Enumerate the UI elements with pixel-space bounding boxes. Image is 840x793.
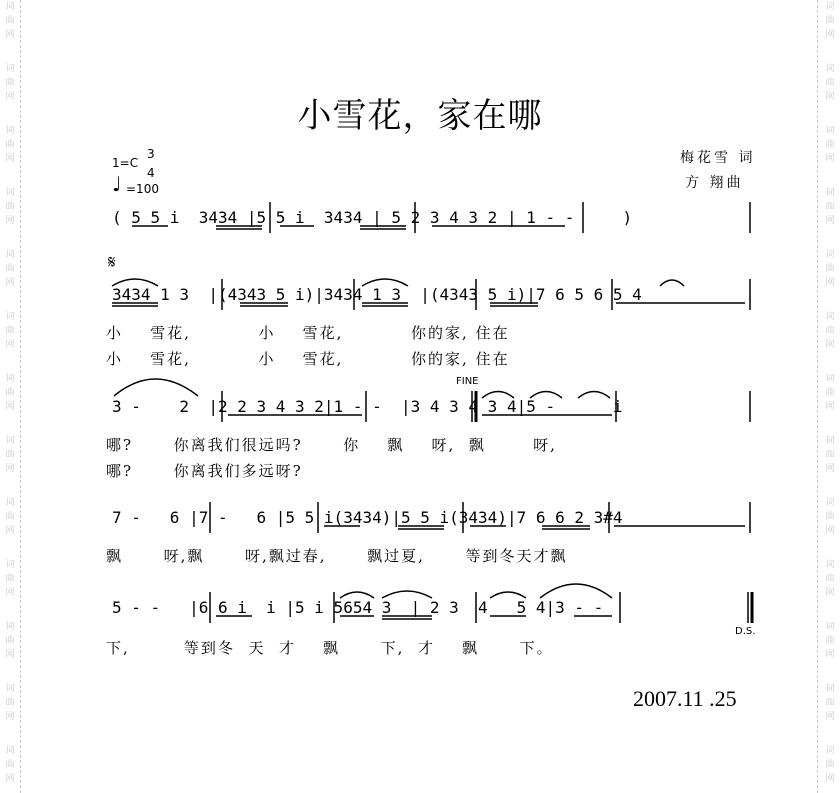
watermark-char: 词 <box>5 560 15 570</box>
composition-date: 2007.11 .25 <box>633 686 737 711</box>
watermark-char: 网 <box>825 588 835 598</box>
watermark-char: 网 <box>5 526 15 536</box>
watermark-char: 曲 <box>5 636 15 646</box>
watermark-char: 网 <box>825 154 835 164</box>
watermark-char: 曲 <box>825 760 835 770</box>
watermark-char: 词 <box>5 498 15 508</box>
watermark-char: 曲 <box>5 16 15 26</box>
watermark-char: 词 <box>5 374 15 384</box>
score-line-3: 3 - 2 |2 2 3 4 3 2|1 - - |3 4 3 4 3 4|5 - i <box>112 397 623 416</box>
watermark-char: 词 <box>5 2 15 12</box>
watermark-char: 网 <box>825 402 835 412</box>
slur <box>578 392 610 399</box>
watermark-char: 网 <box>5 650 15 660</box>
watermark-char: 词 <box>825 374 835 384</box>
watermark-char: 曲 <box>825 450 835 460</box>
watermark-char: 网 <box>825 464 835 474</box>
watermark-char: 词 <box>825 126 835 136</box>
watermark-char: 曲 <box>825 698 835 708</box>
score-line-2: 3434 1 3 |(4343 5 i)|3434 1 3 |(4343 5 i)|7 6 5 6 5 4 <box>112 285 642 304</box>
watermark-char: 词 <box>5 746 15 756</box>
watermark-char: 曲 <box>825 326 835 336</box>
watermark-char: 曲 <box>825 78 835 88</box>
watermark-char: 词 <box>825 64 835 74</box>
slur <box>114 379 198 396</box>
watermark-char: 网 <box>825 712 835 722</box>
watermark-char: 曲 <box>5 140 15 150</box>
watermark-char: 曲 <box>825 264 835 274</box>
watermark-char: 曲 <box>5 264 15 274</box>
watermark-char: 网 <box>825 278 835 288</box>
watermark-char: 网 <box>5 30 15 40</box>
watermark-char: 词 <box>825 250 835 260</box>
watermark-char: 曲 <box>5 388 15 398</box>
watermark-char: 曲 <box>825 512 835 522</box>
slur <box>382 591 432 598</box>
lyric-line-4: 飘 呀,飘 呀,飘过春, 飘过夏, 等到冬天才飘 <box>106 547 568 565</box>
lyricist-credit: 梅花雪 词 <box>680 150 756 166</box>
watermark-char: 词 <box>825 2 835 12</box>
watermark-char: 网 <box>825 526 835 536</box>
time-signature-bottom: 4 <box>147 166 155 180</box>
watermark-char: 网 <box>825 92 835 102</box>
lyric-line-3b: 哪? 你离我们多远呀? <box>106 462 303 480</box>
segno-icon: 𝄋 <box>108 252 116 273</box>
watermark-char: 网 <box>5 92 15 102</box>
watermark-char: 网 <box>825 216 835 226</box>
score-line-1: ( 5 5 i 3434 |5 5 i 3434 | 5 2 3 4 3 2 | 1 - - ) <box>112 208 633 227</box>
watermark-char: 词 <box>5 250 15 260</box>
slur <box>490 592 526 598</box>
composer-credit: 方 翔曲 <box>685 175 744 191</box>
lyric-line-3a: 哪? 你离我们很远吗? 你 飘 呀, 飘 呀, <box>106 436 557 454</box>
watermark-char: 网 <box>825 340 835 350</box>
watermark-char: 曲 <box>825 636 835 646</box>
slur <box>362 279 408 286</box>
watermark-char: 词 <box>825 684 835 694</box>
watermark-char: 网 <box>825 774 835 784</box>
watermark-char: 曲 <box>825 16 835 26</box>
watermark-char: 曲 <box>5 698 15 708</box>
watermark-char: 曲 <box>5 760 15 770</box>
watermark-char: 词 <box>825 312 835 322</box>
watermark-char: 曲 <box>825 388 835 398</box>
watermark-char: 词 <box>5 64 15 74</box>
watermark-char: 网 <box>825 650 835 660</box>
slur <box>112 279 158 286</box>
watermark-char: 网 <box>5 402 15 412</box>
watermark-char: 词 <box>825 498 835 508</box>
watermark-char: 曲 <box>5 78 15 88</box>
watermark-char: 曲 <box>5 326 15 336</box>
watermark-char: 词 <box>5 684 15 694</box>
watermark-char: 曲 <box>5 450 15 460</box>
lyric-line-5: 下, 等到冬 天 才 飘 下, 才 飘 下。 <box>106 639 554 657</box>
watermark-char: 曲 <box>825 574 835 584</box>
slur <box>530 392 562 399</box>
watermark-char: 词 <box>5 436 15 446</box>
watermark-char: 词 <box>825 188 835 198</box>
watermark-char: 曲 <box>5 512 15 522</box>
watermark-char: 词 <box>5 622 15 632</box>
lyric-line-2b: 小 雪花, 小 雪花, 你的家, 住在 <box>106 350 510 368</box>
watermark-char: 词 <box>825 436 835 446</box>
watermark-char: 网 <box>5 216 15 226</box>
watermark-char: 词 <box>5 188 15 198</box>
time-signature-top: 3 <box>147 147 155 161</box>
watermark-char: 网 <box>5 154 15 164</box>
watermark-char: 网 <box>825 30 835 40</box>
watermark-char: 网 <box>5 774 15 784</box>
watermark-char: 曲 <box>825 140 835 150</box>
song-title: 小雪花，家在哪 <box>297 96 543 136</box>
slur <box>482 392 514 399</box>
tempo-value: =100 <box>126 182 159 196</box>
score-line-5: 5 - - |6 6 i i |5 i 5654 3 | 2 3 4 5 4|3 - - <box>112 598 604 617</box>
ds-mark: D.S. <box>735 626 756 637</box>
slur <box>340 592 374 598</box>
watermark-char: 词 <box>825 622 835 632</box>
fine-mark: FINE <box>456 376 479 387</box>
watermark-char: 曲 <box>5 574 15 584</box>
score-line-4: 7 - 6 |7 - 6 |5 5 i(3434)|5 5 i(3434)|7 6 6 2 3#4 <box>112 508 623 527</box>
watermark-char: 网 <box>5 278 15 288</box>
watermark-char: 词 <box>825 560 835 570</box>
watermark-char: 网 <box>5 340 15 350</box>
watermark-char: 曲 <box>825 202 835 212</box>
watermark-char: 网 <box>5 712 15 722</box>
watermark-char: 词 <box>5 126 15 136</box>
slur <box>540 584 612 598</box>
watermark-char: 词 <box>825 746 835 756</box>
watermark-char: 网 <box>5 464 15 474</box>
watermark-char: 网 <box>5 588 15 598</box>
key-signature: 1=C <box>112 156 139 170</box>
watermark-char: 曲 <box>5 202 15 212</box>
quarter-note-icon: ♩ <box>112 172 122 196</box>
lyric-line-2a: 小 雪花, 小 雪花, 你的家, 住在 <box>106 324 510 342</box>
watermark-char: 词 <box>5 312 15 322</box>
slur <box>660 280 684 286</box>
